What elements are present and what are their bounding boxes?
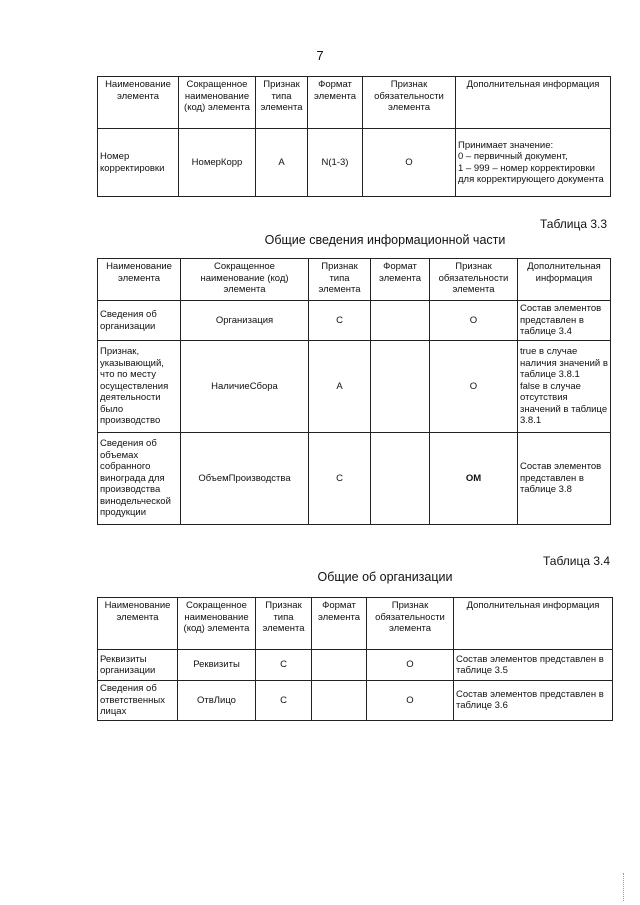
cell-type: А (256, 129, 308, 197)
header-short-name: Сокращенное наименование (код) элемента (179, 77, 256, 129)
table-3-3-title: Общие сведения информационной части (264, 233, 506, 247)
scan-edge-mark (623, 873, 634, 901)
cell-info: true в случае наличия значений в таблице 3.8.1 false в случае отсутствия значений в таблице 3.8.1 (518, 341, 611, 433)
table-header-row (98, 77, 611, 129)
cell-name: Сведения об ответственных лицах (98, 681, 178, 721)
cell-name: Сведения об объемах собранного винограда для производства винодельческой продукции (98, 433, 181, 525)
cell-type: С (309, 433, 371, 525)
cell-code: ОтвЛицо (178, 681, 256, 721)
cell-name: Номер корректировки (98, 129, 179, 197)
cell-type: С (256, 650, 312, 681)
cell-name: Сведения об организации (98, 301, 181, 341)
cell-name: Признак, указывающий, что по месту осуществления деятельности было производство (98, 341, 181, 433)
table-row (98, 433, 611, 525)
cell-info: Состав элементов представлен в таблице 3.4 (518, 301, 611, 341)
header-type: Признак типа элемента (256, 598, 312, 650)
cell-code: Реквизиты (178, 650, 256, 681)
header-type: Признак типа элемента (309, 259, 371, 301)
header-format: Формат элемента (308, 77, 363, 129)
cell-format (371, 433, 430, 525)
header-info: Дополнительная информация (456, 77, 611, 129)
cell-code: НаличиеСбора (181, 341, 309, 433)
header-name: Наименование элемента (98, 259, 181, 301)
table-row (98, 650, 613, 681)
header-format: Формат элемента (312, 598, 367, 650)
table-row (98, 301, 611, 341)
header-info: Дополнительная информация (518, 259, 611, 301)
header-info: Дополнительная информация (454, 598, 613, 650)
cell-type: С (309, 301, 371, 341)
cell-format (371, 341, 430, 433)
header-name: Наименование элемента (98, 77, 179, 129)
cell-type: А (309, 341, 371, 433)
header-format: Формат элемента (371, 259, 430, 301)
table-header-row (98, 259, 611, 301)
correction-table (97, 76, 611, 197)
organization-table (97, 597, 613, 721)
cell-info: Состав элементов представлен в таблице 3.8 (518, 433, 611, 525)
cell-name: Реквизиты организации (98, 650, 178, 681)
cell-info: Состав элементов представлен в таблице 3.6 (454, 681, 613, 721)
cell-required: О (367, 650, 454, 681)
info-part-table (97, 258, 611, 525)
cell-required: О (363, 129, 456, 197)
cell-info: Состав элементов представлен в таблице 3.5 (454, 650, 613, 681)
header-required: Признак обязательности элемента (367, 598, 454, 650)
page-number: 7 (316, 48, 324, 63)
cell-code: НомерКорр (179, 129, 256, 197)
table-header-row (98, 598, 613, 650)
header-short-name: Сокращенное наименование (код) элемента (181, 259, 309, 301)
header-required: Признак обязательности элемента (363, 77, 456, 129)
cell-type: С (256, 681, 312, 721)
cell-format: N(1-3) (308, 129, 363, 197)
cell-required: ОМ (430, 433, 518, 525)
cell-format (312, 650, 367, 681)
header-short-name: Сокращенное наименование (код) элемента (178, 598, 256, 650)
table-3-4-title: Общие об организации (317, 570, 453, 584)
header-required: Признак обязательности элемента (430, 259, 518, 301)
table-3-4-label: Таблица 3.4 (543, 554, 611, 568)
cell-format (371, 301, 430, 341)
cell-info: Принимает значение: 0 – первичный документ, 1 – 999 – номер корректировки для корректирующего документа (456, 129, 611, 197)
header-type: Признак типа элемента (256, 77, 308, 129)
cell-required: О (430, 301, 518, 341)
header-name: Наименование элемента (98, 598, 178, 650)
cell-format (312, 681, 367, 721)
cell-code: Организация (181, 301, 309, 341)
cell-code: ОбъемПроизводства (181, 433, 309, 525)
table-row (98, 681, 613, 721)
table-row (98, 341, 611, 433)
cell-required: О (367, 681, 454, 721)
table-row (98, 129, 611, 197)
cell-required: О (430, 341, 518, 433)
table-3-3-label: Таблица 3.3 (540, 217, 608, 231)
